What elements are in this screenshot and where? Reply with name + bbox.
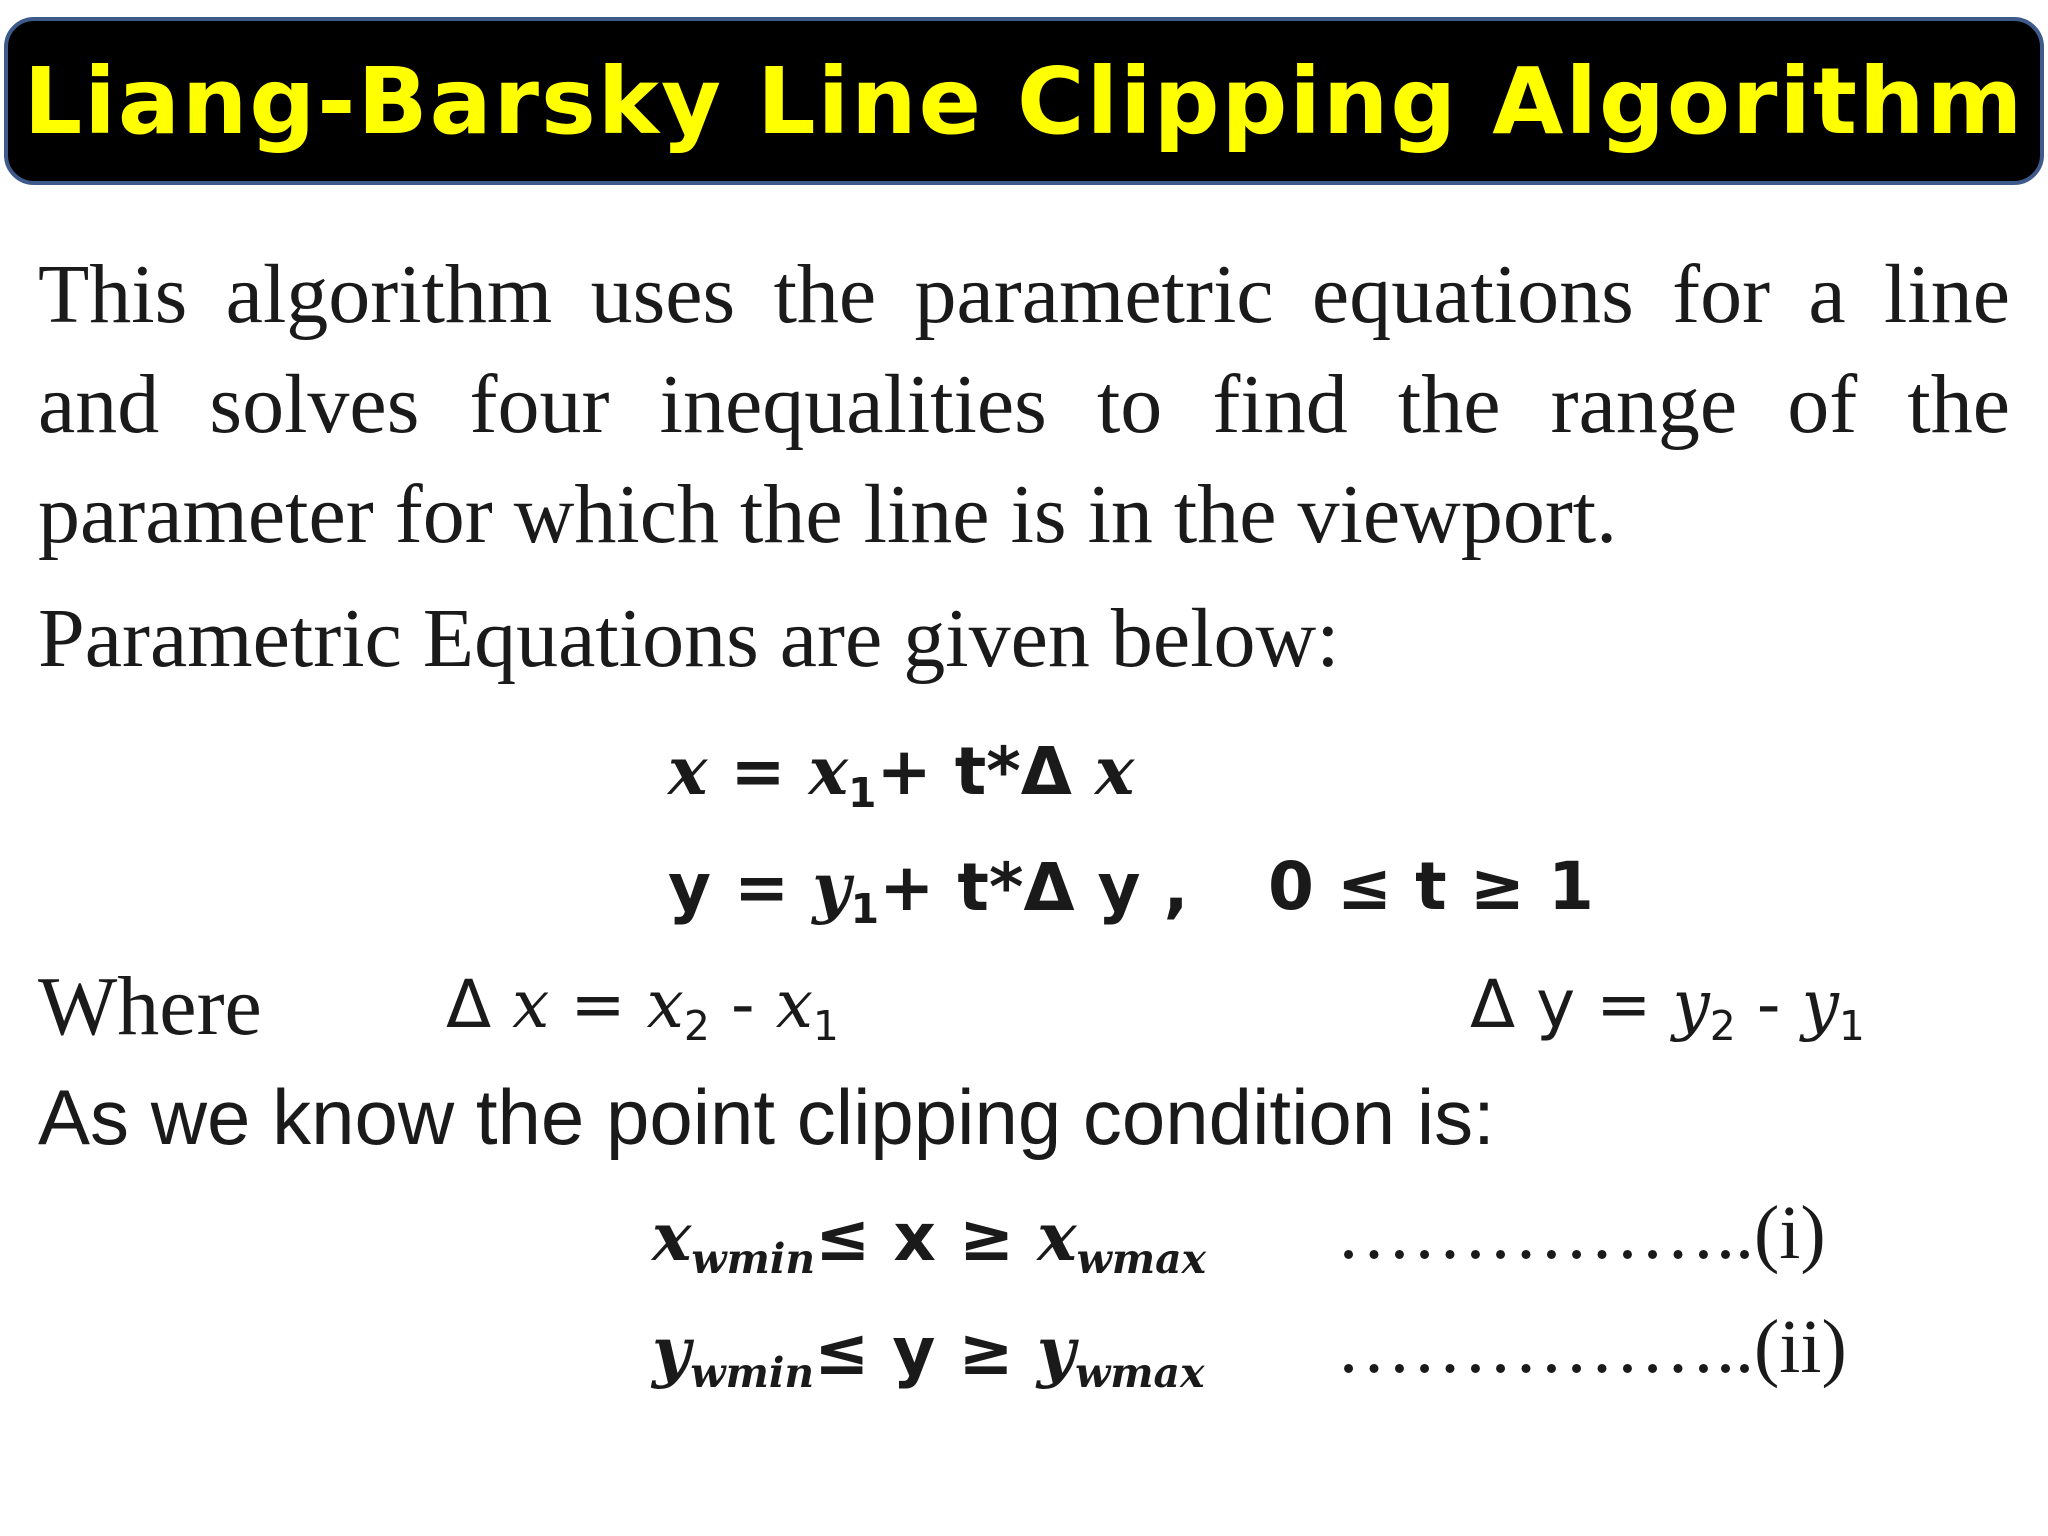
condition-i-label: ……………..(i)	[1336, 1191, 1826, 1275]
parametric-heading: Parametric Equations are given below:	[38, 592, 1340, 685]
dx-equals: =	[549, 966, 647, 1043]
cond-ii-mid: ≤ y ≥	[814, 1313, 1037, 1390]
dy-y1: y	[1801, 966, 1839, 1043]
dx-x2: x	[646, 966, 684, 1043]
dx-minus: -	[709, 966, 776, 1043]
eq-y-equals: =	[711, 849, 813, 926]
where-label: Where	[38, 960, 262, 1053]
cond-ii-min-var: y	[652, 1312, 691, 1390]
title-banner	[4, 17, 2044, 185]
dx-x1: x	[775, 966, 813, 1043]
cond-ii-max-var: y	[1036, 1312, 1076, 1390]
equation-x	[668, 732, 1135, 818]
delta-x-definition	[446, 966, 839, 1051]
dy-y2: y	[1672, 966, 1710, 1043]
t-constraint: 0 ≤ t ≥ 1	[1268, 848, 1594, 925]
eq-y-var: y	[812, 848, 851, 926]
delta-y-definition	[1470, 966, 1865, 1051]
page-title: Liang-Barsky Line Clipping Algorithm	[23, 47, 2025, 155]
eq-x-lhs: x	[668, 732, 708, 810]
eq-y-lhs: y	[668, 849, 712, 926]
eq-x-equals: =	[707, 733, 809, 810]
dy-prefix: Δ y =	[1470, 966, 1673, 1043]
dx-x1-sub: 1	[812, 1002, 839, 1051]
dx-x2-sub: 2	[683, 1002, 710, 1051]
dy-minus: -	[1735, 966, 1802, 1043]
dy-y1-sub: 1	[1838, 1002, 1865, 1051]
eq-x-rest: + t*Δ	[876, 733, 1095, 810]
dx-prefix: Δ	[446, 966, 513, 1043]
eq-y-rest: + t*Δ y ,	[879, 849, 1189, 926]
cond-ii-min-sub: wmin	[690, 1349, 815, 1398]
cond-i-mid: ≤ x ≥	[815, 1199, 1038, 1276]
condition-heading: As we know the point clipping condition is:	[38, 1073, 1495, 1161]
cond-i-min-var: x	[652, 1198, 692, 1276]
eq-y-sub: 1	[850, 885, 880, 934]
dy-y2-sub: 2	[1709, 1002, 1736, 1051]
intro-paragraph: This algorithm uses the parametric equations for a line and solves four inequalities to find the range of the parameter for which the line is in the viewport.	[38, 248, 2010, 561]
condition-i	[652, 1198, 1206, 1284]
cond-i-max-sub: wmax	[1076, 1235, 1206, 1284]
eq-x-sub: 1	[847, 769, 877, 818]
eq-x-var: x	[808, 732, 848, 810]
dx-var: x	[512, 966, 550, 1043]
condition-ii	[652, 1312, 1205, 1398]
cond-i-max-var: x	[1037, 1198, 1077, 1276]
condition-ii-label: ……………..(ii)	[1336, 1305, 1847, 1389]
cond-i-min-sub: wmin	[691, 1235, 816, 1284]
equation-y	[668, 848, 1189, 934]
cond-ii-max-sub: wmax	[1075, 1349, 1205, 1398]
eq-x-tail: x	[1094, 732, 1135, 810]
